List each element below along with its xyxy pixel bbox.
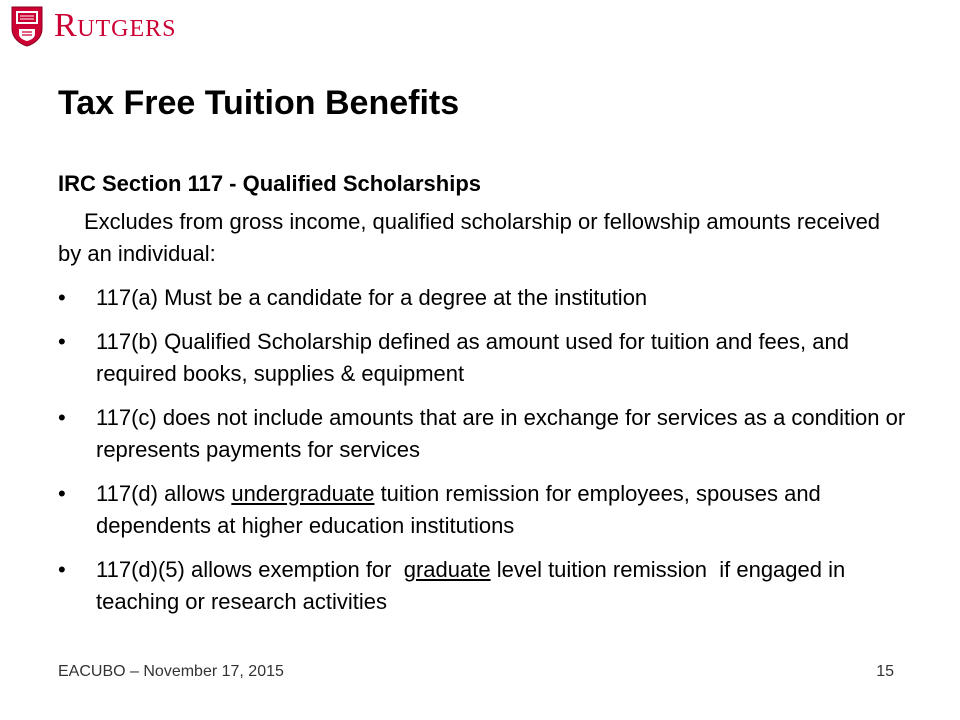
wordmark-rest: UTGERS xyxy=(77,16,177,42)
page-number: 15 xyxy=(876,663,894,680)
bullet-list xyxy=(58,282,908,618)
bullet-text: 117(c) does not include amounts that are in exchange for services as a condition or represents payments for services xyxy=(96,405,906,462)
bullet-text-before: 117(d)(5) allows exemption for xyxy=(96,557,404,582)
bullet-text: 117(a) Must be a candidate for a degree at the institution xyxy=(96,285,648,310)
bullet-text-after: tuition remission for employees, spouses and dependents at higher education institutions xyxy=(96,481,821,538)
bullet-item xyxy=(58,554,908,618)
rutgers-logo xyxy=(10,4,177,48)
intro-paragraph xyxy=(58,206,908,270)
slide-title: Tax Free Tuition Benefits xyxy=(58,84,460,122)
wordmark-initial: R xyxy=(54,7,78,44)
bullet-item xyxy=(58,326,908,390)
bullet-marker: • xyxy=(58,405,66,430)
intro-text: Excludes from gross income, qualified scholarship or fellowship amounts received by an individual: xyxy=(58,209,881,266)
bullet-text-before: 117(d) allows xyxy=(96,481,232,506)
bullet-marker: • xyxy=(58,285,66,310)
bullet-item xyxy=(58,402,908,466)
underlined-term: undergraduate xyxy=(231,481,375,506)
rutgers-wordmark xyxy=(54,9,177,43)
bullet-item xyxy=(58,282,908,314)
bullet-item xyxy=(58,478,908,542)
section-heading: IRC Section 117 - Qualified Scholarships xyxy=(58,171,482,196)
rutgers-shield-icon xyxy=(10,5,44,47)
bullet-text-after: level tuition remission if engaged in teaching or research activities xyxy=(96,557,852,614)
bullet-marker: • xyxy=(58,481,66,506)
underlined-term: graduate xyxy=(403,557,491,582)
footer-event: EACUBO – November 17, 2015 xyxy=(58,663,284,680)
slide-body xyxy=(58,168,908,630)
bullet-marker: • xyxy=(58,557,66,582)
bullet-marker: • xyxy=(58,329,66,354)
bullet-text: 117(b) Qualified Scholarship defined as amount used for tuition and fees, and required books, supplies & equipment xyxy=(96,329,849,386)
